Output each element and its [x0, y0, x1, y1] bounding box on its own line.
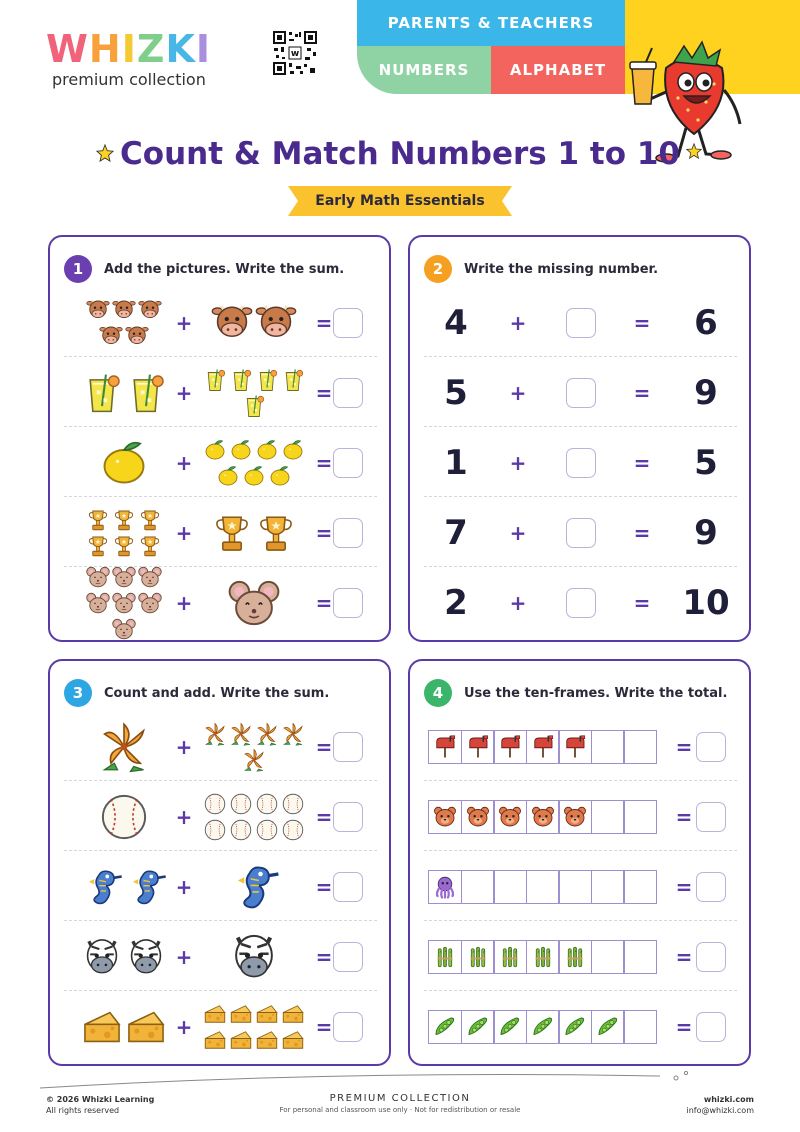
- page-title: Count & Match Numbers 1 to 10: [120, 136, 680, 172]
- svg-text:w: w: [290, 49, 300, 59]
- pea-pod-icon: [596, 1015, 620, 1039]
- ten-frame: [428, 730, 657, 764]
- lemonade-glass-icon: [281, 368, 305, 392]
- section-instruction: Count and add. Write the sum.: [104, 685, 330, 701]
- missing-number-box[interactable]: [566, 378, 596, 408]
- addend-a-pictures: [74, 499, 174, 567]
- equals-sign: =: [315, 521, 333, 545]
- lemonade-glass-icon: [203, 368, 227, 392]
- section-header: [424, 679, 727, 707]
- ten-frame-cell: [591, 1010, 625, 1044]
- baseball-icon: [229, 818, 253, 842]
- ten-frame-cell: [623, 870, 657, 904]
- plus-sign: +: [175, 875, 193, 899]
- octopus-icon: [433, 875, 457, 899]
- ten-frame-cell: [623, 1010, 657, 1044]
- seahorse-icon: [125, 866, 167, 908]
- addend-b-pictures: [198, 289, 310, 357]
- answer-box[interactable]: [696, 872, 726, 902]
- cheese-wedge-icon: [81, 1006, 123, 1048]
- plus-sign: +: [175, 311, 193, 335]
- addend-a-pictures: [74, 359, 174, 427]
- addend-a-pictures: [74, 569, 174, 637]
- equals-sign: =: [675, 1015, 693, 1039]
- ten-frame: [428, 1010, 657, 1044]
- answer-box[interactable]: [333, 518, 363, 548]
- mouse-face-icon: [112, 591, 136, 615]
- lemon-icon: [255, 438, 279, 462]
- baseball-icon: [281, 818, 305, 842]
- equals-sign: =: [675, 735, 693, 759]
- equals-sign: =: [315, 451, 333, 475]
- answer-box[interactable]: [333, 1012, 363, 1042]
- mouse-face-icon: [112, 565, 136, 589]
- plus-sign: +: [175, 381, 193, 405]
- ten-frame-cell: [428, 800, 462, 834]
- copyright-text: © 2026 Whizki Learning: [46, 1095, 155, 1104]
- equation-row: [424, 289, 737, 357]
- addend-number: 7: [444, 513, 468, 553]
- bear-face-icon: [433, 805, 457, 829]
- equals-sign: =: [315, 311, 333, 335]
- footer-collection-title: PREMIUM COLLECTION: [329, 1093, 471, 1104]
- asparagus-icon: [433, 945, 457, 969]
- addend-a-pictures: [74, 923, 174, 991]
- addition-row: [64, 853, 377, 921]
- baseball-icon: [229, 792, 253, 816]
- mouse-face-icon: [138, 591, 162, 615]
- equals-sign: =: [675, 805, 693, 829]
- ten-frame-cell: [591, 730, 625, 764]
- lily-flower-icon: [255, 722, 279, 746]
- mailbox-icon: [466, 735, 490, 759]
- section-number-badge: 2: [424, 255, 452, 283]
- pea-pod-icon: [466, 1015, 490, 1039]
- missing-number-box[interactable]: [566, 448, 596, 478]
- section-1-panel: [48, 235, 391, 642]
- baseball-icon: [203, 818, 227, 842]
- lily-flower-icon: [242, 748, 266, 772]
- brand-letter: I: [121, 27, 137, 71]
- plus-sign: +: [175, 805, 193, 829]
- section-number-badge: 4: [424, 679, 452, 707]
- answer-box[interactable]: [333, 308, 363, 338]
- equation-row: [424, 499, 737, 567]
- ten-frame-cell: [591, 940, 625, 974]
- cheese-wedge-icon: [125, 1006, 167, 1048]
- qr-code-icon: [272, 30, 318, 76]
- section-header: [424, 255, 658, 283]
- equation-row: [424, 569, 737, 637]
- seahorse-icon: [81, 866, 123, 908]
- ten-frame-row: [424, 713, 737, 781]
- ten-frame-cell: [526, 940, 560, 974]
- lemon-icon: [268, 464, 292, 488]
- trophy-icon: [138, 534, 162, 558]
- ten-frame-cell: [623, 940, 657, 974]
- equals-sign: =: [315, 591, 333, 615]
- addend-b-pictures: [198, 569, 310, 637]
- brand-wordmark: [46, 27, 212, 71]
- trophy-icon: [86, 534, 110, 558]
- addition-row: [64, 429, 377, 497]
- missing-number-box[interactable]: [566, 588, 596, 618]
- addend-b-pictures: [198, 853, 310, 921]
- ten-frame-cell: [558, 1010, 592, 1044]
- cheese-wedge-icon: [255, 1028, 279, 1052]
- equals-sign: =: [675, 875, 693, 899]
- mailbox-icon: [433, 735, 457, 759]
- baseball-icon: [255, 818, 279, 842]
- lemon-icon: [203, 438, 227, 462]
- pea-pod-icon: [563, 1015, 587, 1039]
- ten-frame-cell: [558, 730, 592, 764]
- sum-number: 6: [694, 303, 718, 343]
- equals-sign: =: [315, 875, 333, 899]
- ten-frame-cell: [493, 870, 527, 904]
- trophy-icon: [138, 508, 162, 532]
- lemon-icon: [98, 437, 150, 489]
- ten-frame-row: [424, 853, 737, 921]
- trophy-icon: [211, 512, 253, 554]
- sum-number: 5: [694, 443, 718, 483]
- missing-number-box[interactable]: [566, 518, 596, 548]
- addition-row: [64, 993, 377, 1061]
- ten-frame-cell: [461, 1010, 495, 1044]
- ten-frame-cell: [428, 1010, 462, 1044]
- ten-frame-row: [424, 993, 737, 1061]
- footer-center: [0, 1093, 800, 1114]
- lily-flower-icon: [229, 722, 253, 746]
- answer-box[interactable]: [333, 942, 363, 972]
- footer-divider: [40, 1066, 760, 1096]
- cheese-wedge-icon: [281, 1002, 305, 1026]
- ten-frame-cell: [493, 1010, 527, 1044]
- zebra-face-icon: [125, 936, 167, 978]
- plus-sign: +: [175, 945, 193, 969]
- answer-box[interactable]: [696, 1012, 726, 1042]
- addend-a-pictures: [74, 993, 174, 1061]
- lemon-icon: [216, 464, 240, 488]
- lemonade-glass-icon: [125, 372, 167, 414]
- answer-box[interactable]: [333, 872, 363, 902]
- equals-sign: =: [633, 311, 651, 335]
- addend-b-pictures: [198, 783, 310, 851]
- equals-sign: =: [633, 451, 651, 475]
- bear-face-icon: [563, 805, 587, 829]
- ten-frame: [428, 940, 657, 974]
- ten-frame: [428, 870, 657, 904]
- addend-b-pictures: [198, 923, 310, 991]
- equals-sign: =: [315, 1015, 333, 1039]
- answer-box[interactable]: [333, 378, 363, 408]
- lily-flower-icon: [98, 721, 150, 773]
- lemonade-glass-icon: [255, 368, 279, 392]
- mouse-face-icon: [112, 617, 136, 641]
- addition-row: [64, 713, 377, 781]
- zebra-face-icon: [228, 931, 280, 983]
- addend-b-pictures: [198, 713, 310, 781]
- cow-face-icon: [125, 324, 149, 348]
- plus-sign: +: [509, 311, 527, 335]
- rights-text: All rights reserved: [46, 1106, 120, 1115]
- cheese-wedge-icon: [281, 1028, 305, 1052]
- ten-frame-row: [424, 923, 737, 991]
- cow-face-icon: [211, 302, 253, 344]
- ten-frame-cell: [493, 800, 527, 834]
- brand-letter: K: [165, 27, 196, 71]
- ten-frame-cell: [493, 940, 527, 974]
- plus-sign: +: [175, 735, 193, 759]
- tab-alphabet[interactable]: ALPHABET: [491, 46, 625, 94]
- answer-box[interactable]: [696, 942, 726, 972]
- section-number-badge: 1: [64, 255, 92, 283]
- pea-pod-icon: [433, 1015, 457, 1039]
- cow-face-icon: [112, 298, 136, 322]
- ten-frame-cell: [623, 730, 657, 764]
- trophy-icon: [86, 508, 110, 532]
- bear-face-icon: [466, 805, 490, 829]
- plus-sign: +: [175, 521, 193, 545]
- bear-face-icon: [498, 805, 522, 829]
- sum-number: 9: [694, 373, 718, 413]
- plus-sign: +: [175, 451, 193, 475]
- mailbox-icon: [531, 735, 555, 759]
- addend-number: 2: [444, 583, 468, 623]
- asparagus-icon: [498, 945, 522, 969]
- tab-parents-teachers[interactable]: PARENTS & TEACHERS: [357, 0, 625, 46]
- equals-sign: =: [315, 945, 333, 969]
- addend-b-pictures: [198, 993, 310, 1061]
- cheese-wedge-icon: [203, 1002, 227, 1026]
- addend-number: 4: [444, 303, 468, 343]
- cow-face-icon: [99, 324, 123, 348]
- lemonade-glass-icon: [229, 368, 253, 392]
- plus-sign: +: [175, 591, 193, 615]
- mailbox-icon: [563, 735, 587, 759]
- lily-flower-icon: [281, 722, 305, 746]
- mouse-face-icon: [86, 565, 110, 589]
- answer-box[interactable]: [696, 732, 726, 762]
- brand-letter: W: [46, 27, 89, 71]
- ten-frame-cell: [591, 870, 625, 904]
- answer-box[interactable]: [333, 588, 363, 618]
- cow-face-icon: [255, 302, 297, 344]
- plus-sign: +: [509, 521, 527, 545]
- cheese-wedge-icon: [229, 1028, 253, 1052]
- ten-frame-cell: [558, 940, 592, 974]
- baseball-icon: [281, 792, 305, 816]
- mouse-face-icon: [228, 577, 280, 629]
- plus-sign: +: [509, 381, 527, 405]
- section-header: [64, 679, 329, 707]
- ten-frame-cell: [526, 870, 560, 904]
- section-number-badge: 3: [64, 679, 92, 707]
- ten-frame-cell: [428, 940, 462, 974]
- section-instruction: Add the pictures. Write the sum.: [104, 261, 345, 277]
- ten-frame-cell: [526, 800, 560, 834]
- addend-a-pictures: [74, 713, 174, 781]
- ribbon-label: Early Math Essentials: [315, 193, 485, 209]
- equals-sign: =: [315, 805, 333, 829]
- cheese-wedge-icon: [255, 1002, 279, 1026]
- addend-number: 1: [444, 443, 468, 483]
- addition-row: [64, 923, 377, 991]
- addend-a-pictures: [74, 429, 174, 497]
- equals-sign: =: [633, 381, 651, 405]
- ten-frame-cell: [526, 1010, 560, 1044]
- ten-frame-cell: [623, 800, 657, 834]
- footer-usage-note: For personal and classroom use only · Not for redistribution or resale: [279, 1106, 521, 1114]
- lemon-icon: [229, 438, 253, 462]
- addend-b-pictures: [198, 429, 310, 497]
- addition-row: [64, 569, 377, 637]
- sum-number: 9: [694, 513, 718, 553]
- ten-frame-cell: [526, 730, 560, 764]
- section-instruction: Use the ten-frames. Write the total.: [464, 685, 728, 701]
- addend-a-pictures: [74, 289, 174, 357]
- lemon-icon: [242, 464, 266, 488]
- addition-row: [64, 289, 377, 357]
- ten-frame-cell: [493, 730, 527, 764]
- brand-letter: H: [88, 27, 122, 71]
- plus-sign: +: [175, 1015, 193, 1039]
- trophy-icon: [112, 508, 136, 532]
- asparagus-icon: [466, 945, 490, 969]
- lemon-icon: [281, 438, 305, 462]
- lemonade-glass-icon: [81, 372, 123, 414]
- brand-letter: I: [195, 27, 212, 71]
- answer-box[interactable]: [333, 732, 363, 762]
- zebra-face-icon: [81, 936, 123, 978]
- addend-a-pictures: [74, 853, 174, 921]
- missing-number-box[interactable]: [566, 308, 596, 338]
- addend-a-pictures: [74, 783, 174, 851]
- mouse-face-icon: [138, 565, 162, 589]
- addend-b-pictures: [198, 359, 310, 427]
- ten-frame-cell: [461, 800, 495, 834]
- cheese-wedge-icon: [203, 1028, 227, 1052]
- bear-face-icon: [531, 805, 555, 829]
- section-2-panel: [408, 235, 751, 642]
- ten-frame: [428, 800, 657, 834]
- brand-subtitle: premium collection: [52, 70, 206, 89]
- ten-frame-cell: [558, 800, 592, 834]
- ten-frame-cell: [461, 940, 495, 974]
- equals-sign: =: [633, 591, 651, 615]
- ten-frame-cell: [558, 870, 592, 904]
- cheese-wedge-icon: [229, 1002, 253, 1026]
- answer-box[interactable]: [333, 448, 363, 478]
- equals-sign: =: [315, 735, 333, 759]
- equals-sign: =: [675, 945, 693, 969]
- trophy-icon: [112, 534, 136, 558]
- asparagus-icon: [531, 945, 555, 969]
- mouse-face-icon: [86, 591, 110, 615]
- answer-box[interactable]: [333, 802, 363, 832]
- addend-number: 5: [444, 373, 468, 413]
- brand-logo: [46, 27, 212, 89]
- site-link[interactable]: whizki.com: [703, 1095, 754, 1104]
- lily-flower-icon: [203, 722, 227, 746]
- ten-frame-row: [424, 783, 737, 851]
- section-3-panel: [48, 659, 391, 1066]
- ten-frame-cell: [428, 730, 462, 764]
- pea-pod-icon: [531, 1015, 555, 1039]
- answer-box[interactable]: [696, 802, 726, 832]
- email-link[interactable]: info@whizki.com: [686, 1106, 754, 1115]
- equals-sign: =: [315, 381, 333, 405]
- pea-pod-icon: [498, 1015, 522, 1039]
- equation-row: [424, 429, 737, 497]
- addition-row: [64, 359, 377, 427]
- sum-number: 10: [682, 583, 730, 623]
- mailbox-icon: [498, 735, 522, 759]
- asparagus-icon: [563, 945, 587, 969]
- footer-contact: [686, 1094, 754, 1116]
- lemonade-glass-icon: [242, 394, 266, 418]
- seahorse-icon: [228, 861, 280, 913]
- baseball-icon: [203, 792, 227, 816]
- ten-frame-cell: [461, 870, 495, 904]
- ten-frame-cell: [591, 800, 625, 834]
- baseball-icon: [255, 792, 279, 816]
- ten-frame-cell: [428, 870, 462, 904]
- cow-face-icon: [86, 298, 110, 322]
- plus-sign: +: [509, 451, 527, 475]
- section-header: [64, 255, 344, 283]
- ten-frame-cell: [461, 730, 495, 764]
- addition-row: [64, 499, 377, 567]
- baseball-icon: [98, 791, 150, 843]
- plus-sign: +: [509, 591, 527, 615]
- equals-sign: =: [633, 521, 651, 545]
- addend-b-pictures: [198, 499, 310, 567]
- brand-letter: Z: [136, 27, 166, 71]
- addition-row: [64, 783, 377, 851]
- section-4-panel: [408, 659, 751, 1066]
- equation-row: [424, 359, 737, 427]
- cow-face-icon: [138, 298, 162, 322]
- trophy-icon: [255, 512, 297, 554]
- section-instruction: Write the missing number.: [464, 261, 659, 277]
- tab-numbers[interactable]: NUMBERS: [357, 46, 491, 94]
